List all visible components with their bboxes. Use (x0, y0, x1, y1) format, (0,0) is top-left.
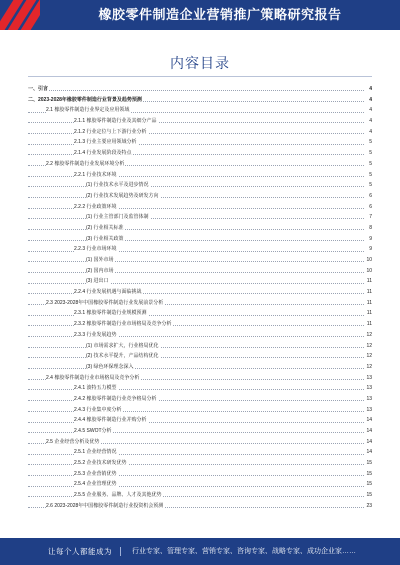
toc-entry-title: (1) 市场需求扩大，行业格局优化 (86, 342, 159, 349)
toc-entry-page: 14 (364, 437, 372, 448)
toc-entry-page: 8 (364, 223, 372, 234)
toc-entry-page: 4 (364, 95, 372, 106)
toc-entry[interactable] (28, 116, 372, 127)
toc-entry-page: 12 (364, 341, 372, 352)
toc-entry[interactable] (28, 341, 372, 352)
toc-leader-dots (28, 240, 364, 241)
toc-entry-title: 二、2023-2028年橡胶零件制造行业背景及趋势预测 (28, 96, 142, 103)
toc-entry-title: 2.2.1 行业技术环境 (74, 171, 117, 178)
toc-entry-title: 2.5.4 企业管理优势 (74, 481, 117, 488)
toc-entry-page: 15 (364, 490, 372, 501)
toc-entry-title: 2.1 橡胶零件制造行业界定及应用领域 (46, 107, 130, 114)
toc-entry-page: 4 (364, 116, 372, 127)
toc-entry-page: 11 (364, 308, 372, 319)
toc-entry[interactable] (28, 255, 372, 266)
toc-entry[interactable] (28, 202, 372, 213)
toc-entry-page: 5 (364, 159, 372, 170)
toc-entry-title: (1) 行业主管部门及监管体制 (86, 214, 149, 221)
toc-entry[interactable] (28, 308, 372, 319)
footer-banner (0, 538, 400, 565)
toc-entry[interactable] (28, 490, 372, 501)
toc-entry[interactable] (28, 276, 372, 287)
toc-entry-title: 2.5 企业经营分析及优势 (46, 438, 100, 445)
toc-entry-title: 2.5.2 企业技术研发优势 (74, 460, 127, 467)
toc-entry[interactable] (28, 447, 372, 458)
toc-entry[interactable] (28, 95, 372, 106)
toc-entry[interactable] (28, 191, 372, 202)
toc-entry-page: 5 (364, 137, 372, 148)
toc-entry-page: 10 (364, 266, 372, 277)
toc-leader-dots (28, 357, 364, 358)
toc-entry-title: (3) 行业相关政策 (86, 235, 124, 242)
toc-entry[interactable] (28, 105, 372, 116)
toc-entry-title: 2.6 2023-2028年中国橡胶零件制造行业投资机会预测 (46, 502, 164, 509)
toc-entry-title: 2.2 橡胶零件制造行业发展环境分析 (46, 160, 125, 167)
toc-entry-page: 15 (364, 458, 372, 469)
toc-entry-title: 2.4.4 橡胶零件制造行业并购分析 (74, 417, 147, 424)
toc-entry-title: (2) 技术水平提升，产品结构优化 (86, 353, 159, 360)
footer-slogan: 让每个人都能成为 (48, 547, 112, 556)
toc-entry[interactable] (28, 84, 372, 95)
toc-leader-dots (28, 272, 364, 273)
toc-entry[interactable] (28, 501, 372, 512)
toc-entry[interactable] (28, 319, 372, 330)
header-banner (0, 0, 400, 30)
toc-leader-dots (28, 186, 364, 187)
toc-entry[interactable] (28, 212, 372, 223)
table-of-contents (28, 84, 372, 512)
toc-entry-page: 10 (364, 255, 372, 266)
toc-entry-title: 2.2.2 行业政策环境 (74, 203, 117, 210)
toc-entry-page: 6 (364, 202, 372, 213)
toc-entry-page: 12 (364, 351, 372, 362)
toc-entry[interactable] (28, 405, 372, 416)
toc-entry-page: 5 (364, 170, 372, 181)
toc-entry-title: 2.1.1 橡胶零件制造行业及其细分产品 (74, 118, 157, 125)
toc-entry[interactable] (28, 170, 372, 181)
toc-entry-title: (2) 行业相关标准 (86, 224, 124, 231)
toc-entry-page: 14 (364, 447, 372, 458)
toc-entry-page: 15 (364, 479, 372, 490)
toc-entry-page: 6 (364, 191, 372, 202)
toc-entry-title: 2.4.1 波特五力模型 (74, 385, 117, 392)
toc-entry[interactable] (28, 415, 372, 426)
toc-entry-page: 14 (364, 426, 372, 437)
toc-entry[interactable] (28, 394, 372, 405)
toc-entry[interactable] (28, 437, 372, 448)
toc-entry[interactable] (28, 330, 372, 341)
toc-entry-title: (3) 绿色环保理念深入 (86, 363, 134, 370)
toc-entry[interactable] (28, 362, 372, 373)
toc-entry-title: 2.4.2 橡胶零件制造行业竞争格局分析 (74, 395, 157, 402)
toc-leader-dots (28, 90, 364, 91)
toc-entry-page: 12 (364, 362, 372, 373)
toc-entry-page: 7 (364, 212, 372, 223)
toc-entry-page: 11 (364, 298, 372, 309)
report-title: 橡胶零件制造企业营销推广策略研究报告 (98, 7, 342, 22)
toc-entry-title: 2.1.2 行业定位与上下游行业分析 (74, 128, 147, 135)
toc-entry-title: 2.1.3 行业主要应用领域分析 (74, 139, 137, 146)
toc-entry[interactable] (28, 180, 372, 191)
toc-entry-page: 13 (364, 383, 372, 394)
toc-entry-page: 23 (364, 501, 372, 512)
toc-entry-title: 2.2.3 行业市场环境 (74, 246, 117, 253)
toc-entry-page: 11 (364, 276, 372, 287)
toc-leader-dots (28, 368, 364, 369)
toc-entry-page: 12 (364, 330, 372, 341)
toc-entry-title: 2.3.1 橡胶零件制造行业规模预测 (74, 310, 147, 317)
toc-entry-page: 5 (364, 180, 372, 191)
toc-leader-dots (28, 347, 364, 348)
toc-entry-page: 15 (364, 469, 372, 480)
toc-entry-page: 11 (364, 319, 372, 330)
toc-entry-page: 5 (364, 148, 372, 159)
toc-entry-title: 2.3.2 橡胶零件制造行业市场格局及竞争分析 (74, 321, 172, 328)
toc-entry-title: (2) 国内市场 (86, 267, 114, 274)
toc-entry[interactable] (28, 298, 372, 309)
toc-leader-dots (28, 218, 364, 219)
toc-entry-title: 2.4 橡胶零件制造行业市场格局及竞争分析 (46, 374, 140, 381)
toc-entry-title: (1) 行业技术水平及进步情况 (86, 182, 149, 189)
toc-entry-title: 2.4.3 行业集中度分析 (74, 406, 122, 413)
toc-entry-title: 2.5.5 企业服务、品牌、人才及其他优势 (74, 492, 162, 499)
toc-leader-dots (28, 197, 364, 198)
toc-entry[interactable] (28, 351, 372, 362)
toc-entry-page: 13 (364, 405, 372, 416)
toc-entry[interactable] (28, 223, 372, 234)
footer-divider (120, 547, 121, 556)
toc-entry[interactable] (28, 137, 372, 148)
toc-entry-title: (2) 行业技术发展趋势及研发方向 (86, 192, 159, 199)
toc-entry-title: 2.3.3 行业发展趋势 (74, 331, 117, 338)
toc-entry[interactable] (28, 234, 372, 245)
toc-entry-page: 13 (364, 373, 372, 384)
toc-entry-title: (3) 进出口 (86, 278, 109, 285)
toc-entry-page: 4 (364, 105, 372, 116)
toc-entry-page: 11 (364, 287, 372, 298)
toc-heading: 内容目录 (170, 55, 230, 71)
toc-leader-dots (28, 283, 364, 284)
toc-entry-title: 一、引言 (28, 86, 49, 92)
toc-entry-title: 2.3 2023-2028年中国橡胶零件制造行业发展前景分析 (46, 299, 164, 306)
toc-entry-page: 4 (364, 127, 372, 138)
toc-divider (28, 76, 372, 77)
toc-entry-title: (1) 国外市场 (86, 257, 114, 263)
toc-entry[interactable] (28, 287, 372, 298)
toc-entry[interactable] (28, 266, 372, 277)
toc-entry-page: 13 (364, 394, 372, 405)
toc-entry[interactable] (28, 148, 372, 159)
toc-entry-title: 2.4.5 SWOT分析 (74, 428, 112, 434)
toc-entry[interactable] (28, 373, 372, 384)
toc-entry-title: 2.5.1 企业经营情况 (74, 449, 117, 456)
toc-entry-page: 4 (364, 84, 372, 95)
toc-entry[interactable] (28, 244, 372, 255)
toc-entry[interactable] (28, 383, 372, 394)
toc-entry[interactable] (28, 159, 372, 170)
toc-entry-title: 2.1.4 行业发展阶段及特点 (74, 150, 132, 157)
toc-leader-dots (28, 261, 364, 262)
toc-entry[interactable] (28, 127, 372, 138)
header-stripe-decoration (0, 0, 40, 30)
toc-leader-dots (28, 229, 364, 230)
toc-entry-page: 9 (364, 234, 372, 245)
toc-entry[interactable] (28, 479, 372, 490)
toc-entry-title: 2.2.4 行业发展机遇与面临挑战 (74, 289, 142, 296)
toc-entry-page: 14 (364, 415, 372, 426)
toc-entry[interactable] (28, 458, 372, 469)
toc-entry-title: 2.5.3 企业营销优势 (74, 470, 117, 477)
footer-tagline: 行业专家、管理专家、营销专家、咨询专家、战略专家、成功企业家…… (132, 548, 356, 555)
toc-entry[interactable] (28, 469, 372, 480)
toc-entry-page: 9 (364, 244, 372, 255)
toc-entry[interactable] (28, 426, 372, 437)
